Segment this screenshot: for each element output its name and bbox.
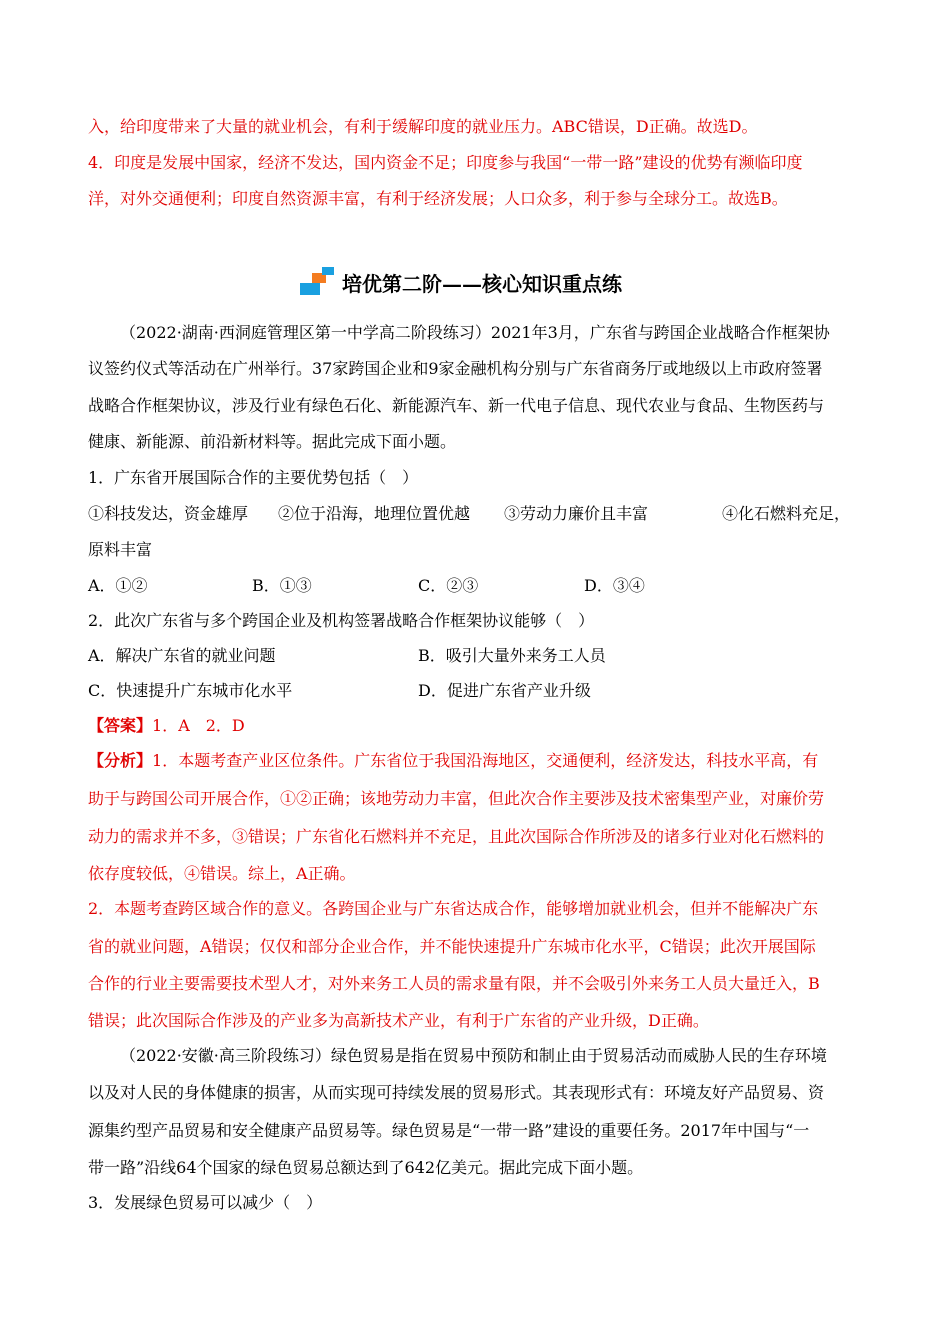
option-b: B．①③: [252, 576, 312, 595]
option-a: A．①②: [88, 576, 148, 595]
analysis-label: 【分析】: [88, 751, 153, 770]
analysis-line: 助于与跨国公司开展合作，①②正确；该地劳动力丰富，但此次合作主要涉及技术密集型产业，对廉价劳: [88, 789, 825, 808]
option-d: D．③④: [584, 576, 645, 595]
prev-answer-line: 洋，对外交通便利；印度自然资源丰富，有利于经济发展；人口众多，利于参与全球分工。故选B。: [88, 189, 788, 208]
question-stem: 2．此次广东省与多个跨国企业及机构签署战略合作框架协议能够（ ）: [88, 611, 595, 630]
passage-line: 源集约型产品贸易和安全健康产品贸易等。绿色贸易是“一带一路”建设的重要任务。2017年中国与“一: [88, 1121, 810, 1140]
analysis-line: 省的就业问题，A错误；仅仅和部分企业合作，并不能快速提升广东城市化水平，C错误；此次开展国际: [88, 937, 816, 956]
analysis-text: 1．本题考查产业区位条件。广东省位于我国沿海地区，交通便利，经济发达，科技水平高，有: [152, 751, 819, 770]
analysis-line: 合作的行业主要需要技术型人才，对外来务工人员的需求量有限，并不会吸引外来务工人员大量迁入，B: [88, 974, 820, 993]
question-item-cont: 原料丰富: [88, 540, 153, 559]
option-c: C．快速提升广东城市化水平: [88, 681, 293, 700]
option-d: D．促进广东省产业升级: [418, 681, 591, 700]
answer-line: [88, 716, 245, 736]
section-heading: [300, 266, 622, 298]
analysis-line: 2．本题考查跨区域合作的意义。各跨国企业与广东省达成合作，能够增加就业机会，但并不能解决广东: [88, 899, 819, 918]
option-b: B．吸引大量外来务工人员: [418, 646, 606, 665]
passage-line: 议签约仪式等活动在广州举行。37家跨国企业和9家金融机构分别与广东省商务厅或地级以上市政府签署: [88, 359, 823, 378]
option-c: C．②③: [418, 576, 479, 595]
question-stem: 3．发展绿色贸易可以减少（ ）: [88, 1193, 323, 1212]
passage-line: （2022·安徽·高三阶段练习）绿色贸易是指在贸易中预防和制止由于贸易活动而威胁人民的生存环境: [120, 1046, 827, 1065]
answer-label: 【答案】: [88, 716, 153, 735]
question-item: ④化石燃料充足，: [722, 504, 851, 523]
question-item: ②位于沿海，地理位置优越: [278, 504, 471, 523]
question-item: ①科技发达，资金雄厚: [88, 504, 249, 523]
prev-answer-line: 入，给印度带来了大量的就业机会，有利于缓解印度的就业压力。ABC错误，D正确。故选D。: [88, 117, 758, 136]
prev-answer-line: 4．印度是发展中国家，经济不发达，国内资金不足；印度参与我国“一带一路”建设的优势有濒临印度: [88, 153, 803, 172]
analysis-line: [88, 751, 818, 771]
question-stem: 1．广东省开展国际合作的主要优势包括（ ）: [88, 468, 419, 487]
passage-line: 战略合作框架协议，涉及行业有绿色石化、新能源汽车、新一代电子信息、现代农业与食品、生物医药与: [88, 396, 825, 415]
passage-line: （2022·湖南·西洞庭管理区第一中学高二阶段练习）2021年3月，广东省与跨国企业战略合作框架协: [120, 323, 830, 342]
analysis-line: 错误；此次国际合作涉及的产业多为高新技术产业，有利于广东省的产业升级，D正确。: [88, 1011, 709, 1030]
passage-line: 以及对人民的身体健康的损害，从而实现可持续发展的贸易形式。其表现形式有：环境友好产品贸易、资: [88, 1083, 825, 1102]
stairs-logo-icon: [300, 267, 334, 297]
passage-line: 健康、新能源、前沿新材料等。据此完成下面小题。: [88, 432, 457, 451]
section-title: 培优第二阶——核心知识重点练: [342, 271, 622, 296]
answer-text: 1．A 2．D: [152, 716, 245, 735]
analysis-line: 依存度较低，④错误。综上，A正确。: [88, 864, 356, 883]
question-item: ③劳动力廉价且丰富: [504, 504, 649, 523]
analysis-line: 动力的需求并不多，③错误；广东省化石燃料并不充足，且此次国际合作所涉及的诸多行业对化石燃料的: [88, 827, 825, 846]
option-a: A．解决广东省的就业问题: [88, 646, 276, 665]
passage-line: 带一路”沿线64个国家的绿色贸易总额达到了642亿美元。据此完成下面小题。: [88, 1158, 644, 1177]
